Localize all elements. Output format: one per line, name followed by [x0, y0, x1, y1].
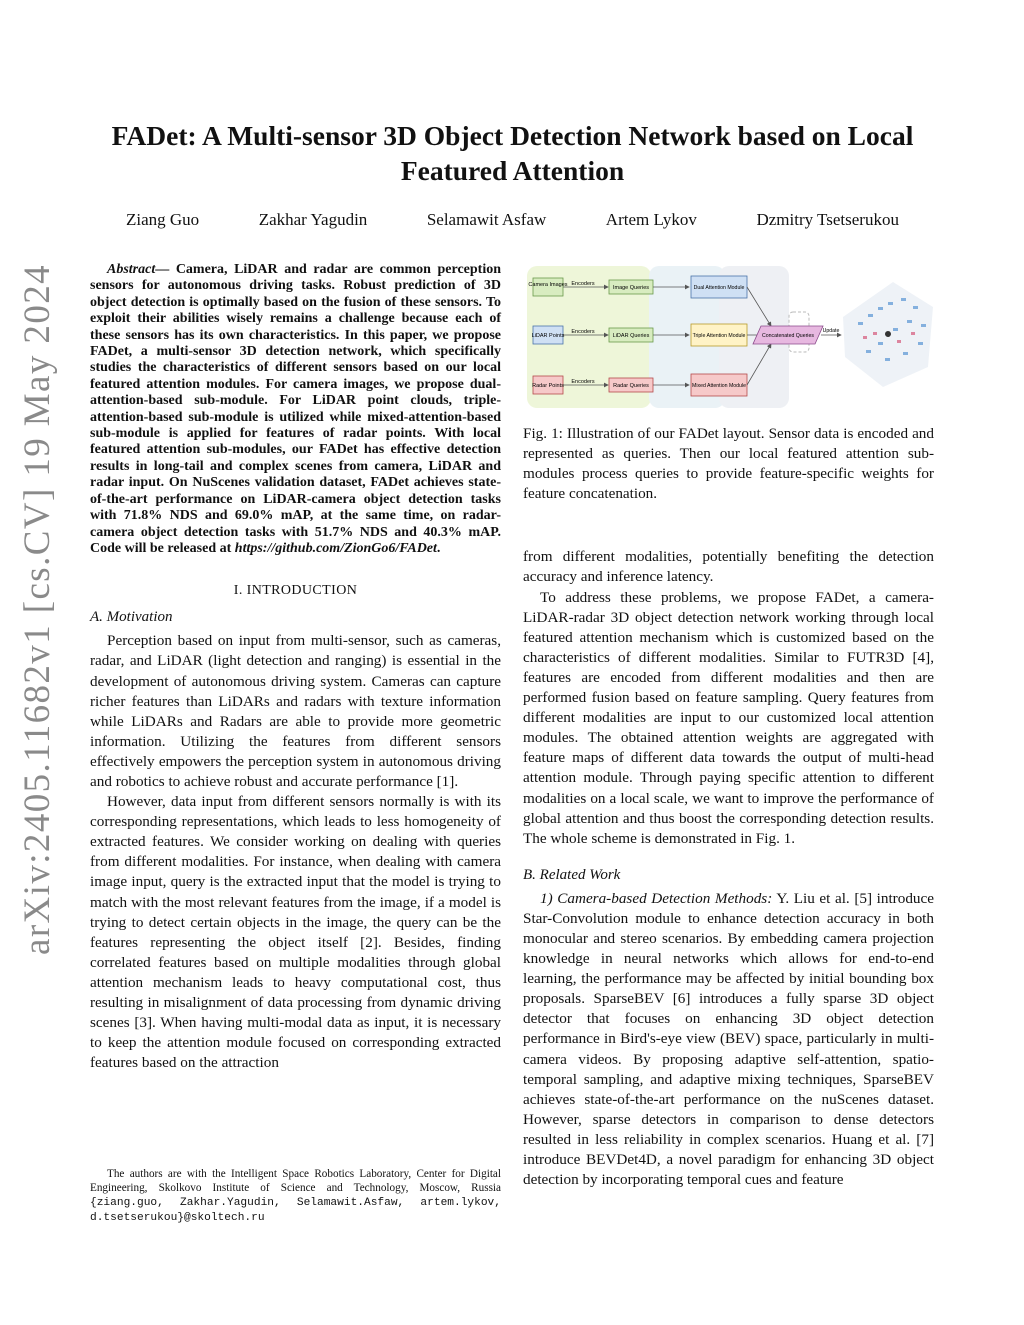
- abstract-dash: —: [155, 262, 170, 277]
- abstract-text: Camera, LiDAR and radar are common perception sensors for autonomous driving tasks. Robust prediction of 3D object detection is optimally based on the fusion of these sensors. To exploit their abilities wisely remains a challenge because each of these sensors has its own characteristics. In this paper, we propose FADet, a multi-sensor 3D detection network, which specifically studies the characteristics of different sensors based on our local featured attention modules. For camera images, we propose dual-attention-based sub-module. For LiDAR point clouds, triple-attention-based sub-module is utilized while mixed-attention-based sub-module is applied for features of radar points. With local featured attention sub-modules, our FADet has effective detection results in long-tail and complex scenes from camera, LiDAR and radar input. On NuScenes validation dataset, FADet achieves state-of-the-art performance on LiDAR-camera object detection tasks with 71.8% NDS and 69.0% mAP, at the same time, on radar-camera object detection tasks with 51.7% NDS and 40.3% mAP. Code will be released at: [90, 262, 502, 556]
- author: Dzmitry Tsetserukou: [756, 210, 899, 229]
- concat-label: Concatenated Queries: [762, 333, 814, 339]
- subsubsection-heading: 1) Camera-based Detection Methods:: [540, 889, 773, 907]
- paper-title: FADet: A Multi-sensor 3D Object Detection Network based on Local Featured Attention: [111, 120, 914, 186]
- camera-input-label: Camera Images: [528, 282, 568, 288]
- subsection-heading: A. Motivation: [90, 609, 173, 626]
- paragraph: [523, 889, 934, 1190]
- triple-attention-label: Triple Attention Module: [692, 333, 746, 339]
- encoder-label: Encoders: [571, 379, 595, 385]
- image-queries-label: Image Queries: [612, 285, 650, 291]
- author-list: [90, 210, 935, 230]
- author: Ziang Guo: [126, 210, 200, 229]
- paragraph: To address these problems, we propose FADet, a camera-LiDAR-radar 3D object detection network working through local featured attention mechanism which is customized based on the characteristics of different modalities. Similar to FUTR3D [4], features are encoded from different modalities and then are performed fusion based on feature sampling. Query features from different modalities are input to our customized local attention modules. The obtained attention weights are aggregated with feature maps of different data towards the output of multi-head attention module. Through paying specific attention to different modalities on a local scale, we want to improve the performance of global attention and thus boost the corresponding detection results. The whole scheme is demonstrated in Fig. 1.: [523, 588, 934, 847]
- abstract: Abstract— Camera, LiDAR and radar are common perception sensors for autonomous driving tasks. Robust prediction of 3D object detection is optimally based on the fusion of these sensors. To exploit their abilities wisely remains a challenge because each of these sensors has its own characteristics. In this paper, we propose FADet, a multi-sensor 3D detection network, which specifically studies the characteristics of different sensors based on our local featured attention modules. For camera images, we propose dual-attention-based sub-module. For LiDAR point clouds, triple-attention-based sub-module is utilized while mixed-attention-based sub-module is applied for features of radar points. With local featured attention sub-modules, our FADet has effective detection results in long-tail and complex scenes from camera, LiDAR and radar input. On NuScenes validation dataset, FADet achieves state-of-the-art performance on LiDAR-camera object detection tasks with 71.8% NDS and 69.0% mAP, at the same time, on radar-camera object detection tasks with 51.7% NDS and 40.3% mAP. Code will be released at https://github.com/ZionGo6/FADet.: [90, 262, 502, 556]
- lidar-queries-label: LiDAR Queries: [612, 333, 650, 339]
- right-column: [523, 262, 934, 1190]
- mixed-attention-label: Mixed Attention Module: [692, 383, 746, 389]
- radar-queries-label: Radar Queries: [613, 383, 649, 389]
- figure-1: [523, 262, 934, 412]
- architecture-diagram: [523, 262, 934, 412]
- section-heading: I. INTRODUCTION: [233, 583, 358, 599]
- abstract-label: Abstract: [107, 262, 156, 277]
- left-column: [90, 262, 501, 1073]
- author: Artem Lykov: [605, 210, 697, 229]
- concatenated-queries: [753, 326, 823, 344]
- footnote-affiliation: The authors are with the Intelligent Space Robotics Laboratory, Center for Digital Engineering, Skolkovo Institute of Science and Technology, Moscow, Russia: [90, 1168, 501, 1194]
- author: Zakhar Yagudin: [258, 210, 368, 229]
- scene-illustration-icon: [843, 282, 933, 387]
- arxiv-identifier: arXiv:2405.11682v1 [cs.CV] 19 May 2024: [17, 263, 58, 955]
- related-work-text: Y. Liu et al. [5] introduce Star-Convolution module to enhance detection accuracy in both monocular and stereo scenarios. By embedding camera projection knowledge in neural networks which allows for end-to-end learning, the performance may be affected by initial bounding box proposals. SparseBEV [6] introduces a fully sparse 3D object detector that focuses on enhancing 3D object detection performance in Bird's-eye view (BEV) space, particularly in multi-camera videos. By proposing adaptive self-attention, spatio-temporal sampling, and adaptive mixing techniques, SparseBEV achieves state-of-the-art performance on the nuScenes dataset. However, sparse detectors in comparison to dense detectors resulted in less reliability in complex scenarios. Huang et al. [7] introduce BEVDet4D, a novel paradigm for enhancing 3D object detection by incorporating temporal cues and feature: [523, 889, 934, 1189]
- paragraph: from different modalities, potentially benefiting the detection accuracy and inference latency.: [523, 548, 934, 586]
- paragraph: However, data input from different sensors normally is with its corresponding representations, which leads to less homogeneity of extracted features. We consider working on dealing with queries from different modalities. For instance, when dealing with camera image input, query is the extracted input that the model is trying to match with the most relevant features from the image, if a model is trying to detect certain objects in the image, the query can be the features representing the object itself [2]. Besides, finding correlated features based on multiple modalities through global attention mechanism leads to heavy computational cost, thus resulting in misalignment of data processing from dynamic driving scenes [3]. When having multi-modal data as input, it is necessary to keep the attention module focused on corresponding extracted features based on the attraction: [90, 793, 501, 1072]
- encoder-label: Encoders: [571, 329, 595, 335]
- lidar-input-label: LiDAR Points: [531, 333, 565, 339]
- encoder-label: Encoders: [571, 281, 595, 287]
- footnote: [90, 1167, 501, 1225]
- author: Selamawit Asfaw: [426, 210, 547, 229]
- update-label: Update: [822, 328, 840, 334]
- footnote-emails: {ziang.guo, Zakhar.Yagudin, Selamawit.Asfaw, artem.lykov, d.tsetserukou}@skoltech.ru: [90, 1197, 501, 1224]
- paragraph: Perception based on input from multi-sensor, such as cameras, radar, and LiDAR (light detection and ranging) is essential in the development of autonomous driving system. Cameras can capture richer features than LiDARs and radars with texture information while LiDARs and Radars are able to provide more geometric information. Utilizing the features from different sensors effectively empowers the perception system in autonomous driving and robotics to achieve robust and accurate performance [1].: [90, 632, 501, 790]
- figure-caption: Fig. 1: Illustration of our FADet layout. Sensor data is encoded and represented as queries. Then our local featured attention sub-modules process queries to provide feature-specific weights for feature concatenation.: [523, 425, 934, 503]
- dual-attention-label: Dual Attention Module: [693, 285, 745, 291]
- code-link[interactable]: https://github.com/ZionGo6/FADet: [234, 540, 437, 556]
- radar-input-label: Radar Points: [532, 383, 564, 389]
- subsection-heading: B. Related Work: [523, 866, 621, 883]
